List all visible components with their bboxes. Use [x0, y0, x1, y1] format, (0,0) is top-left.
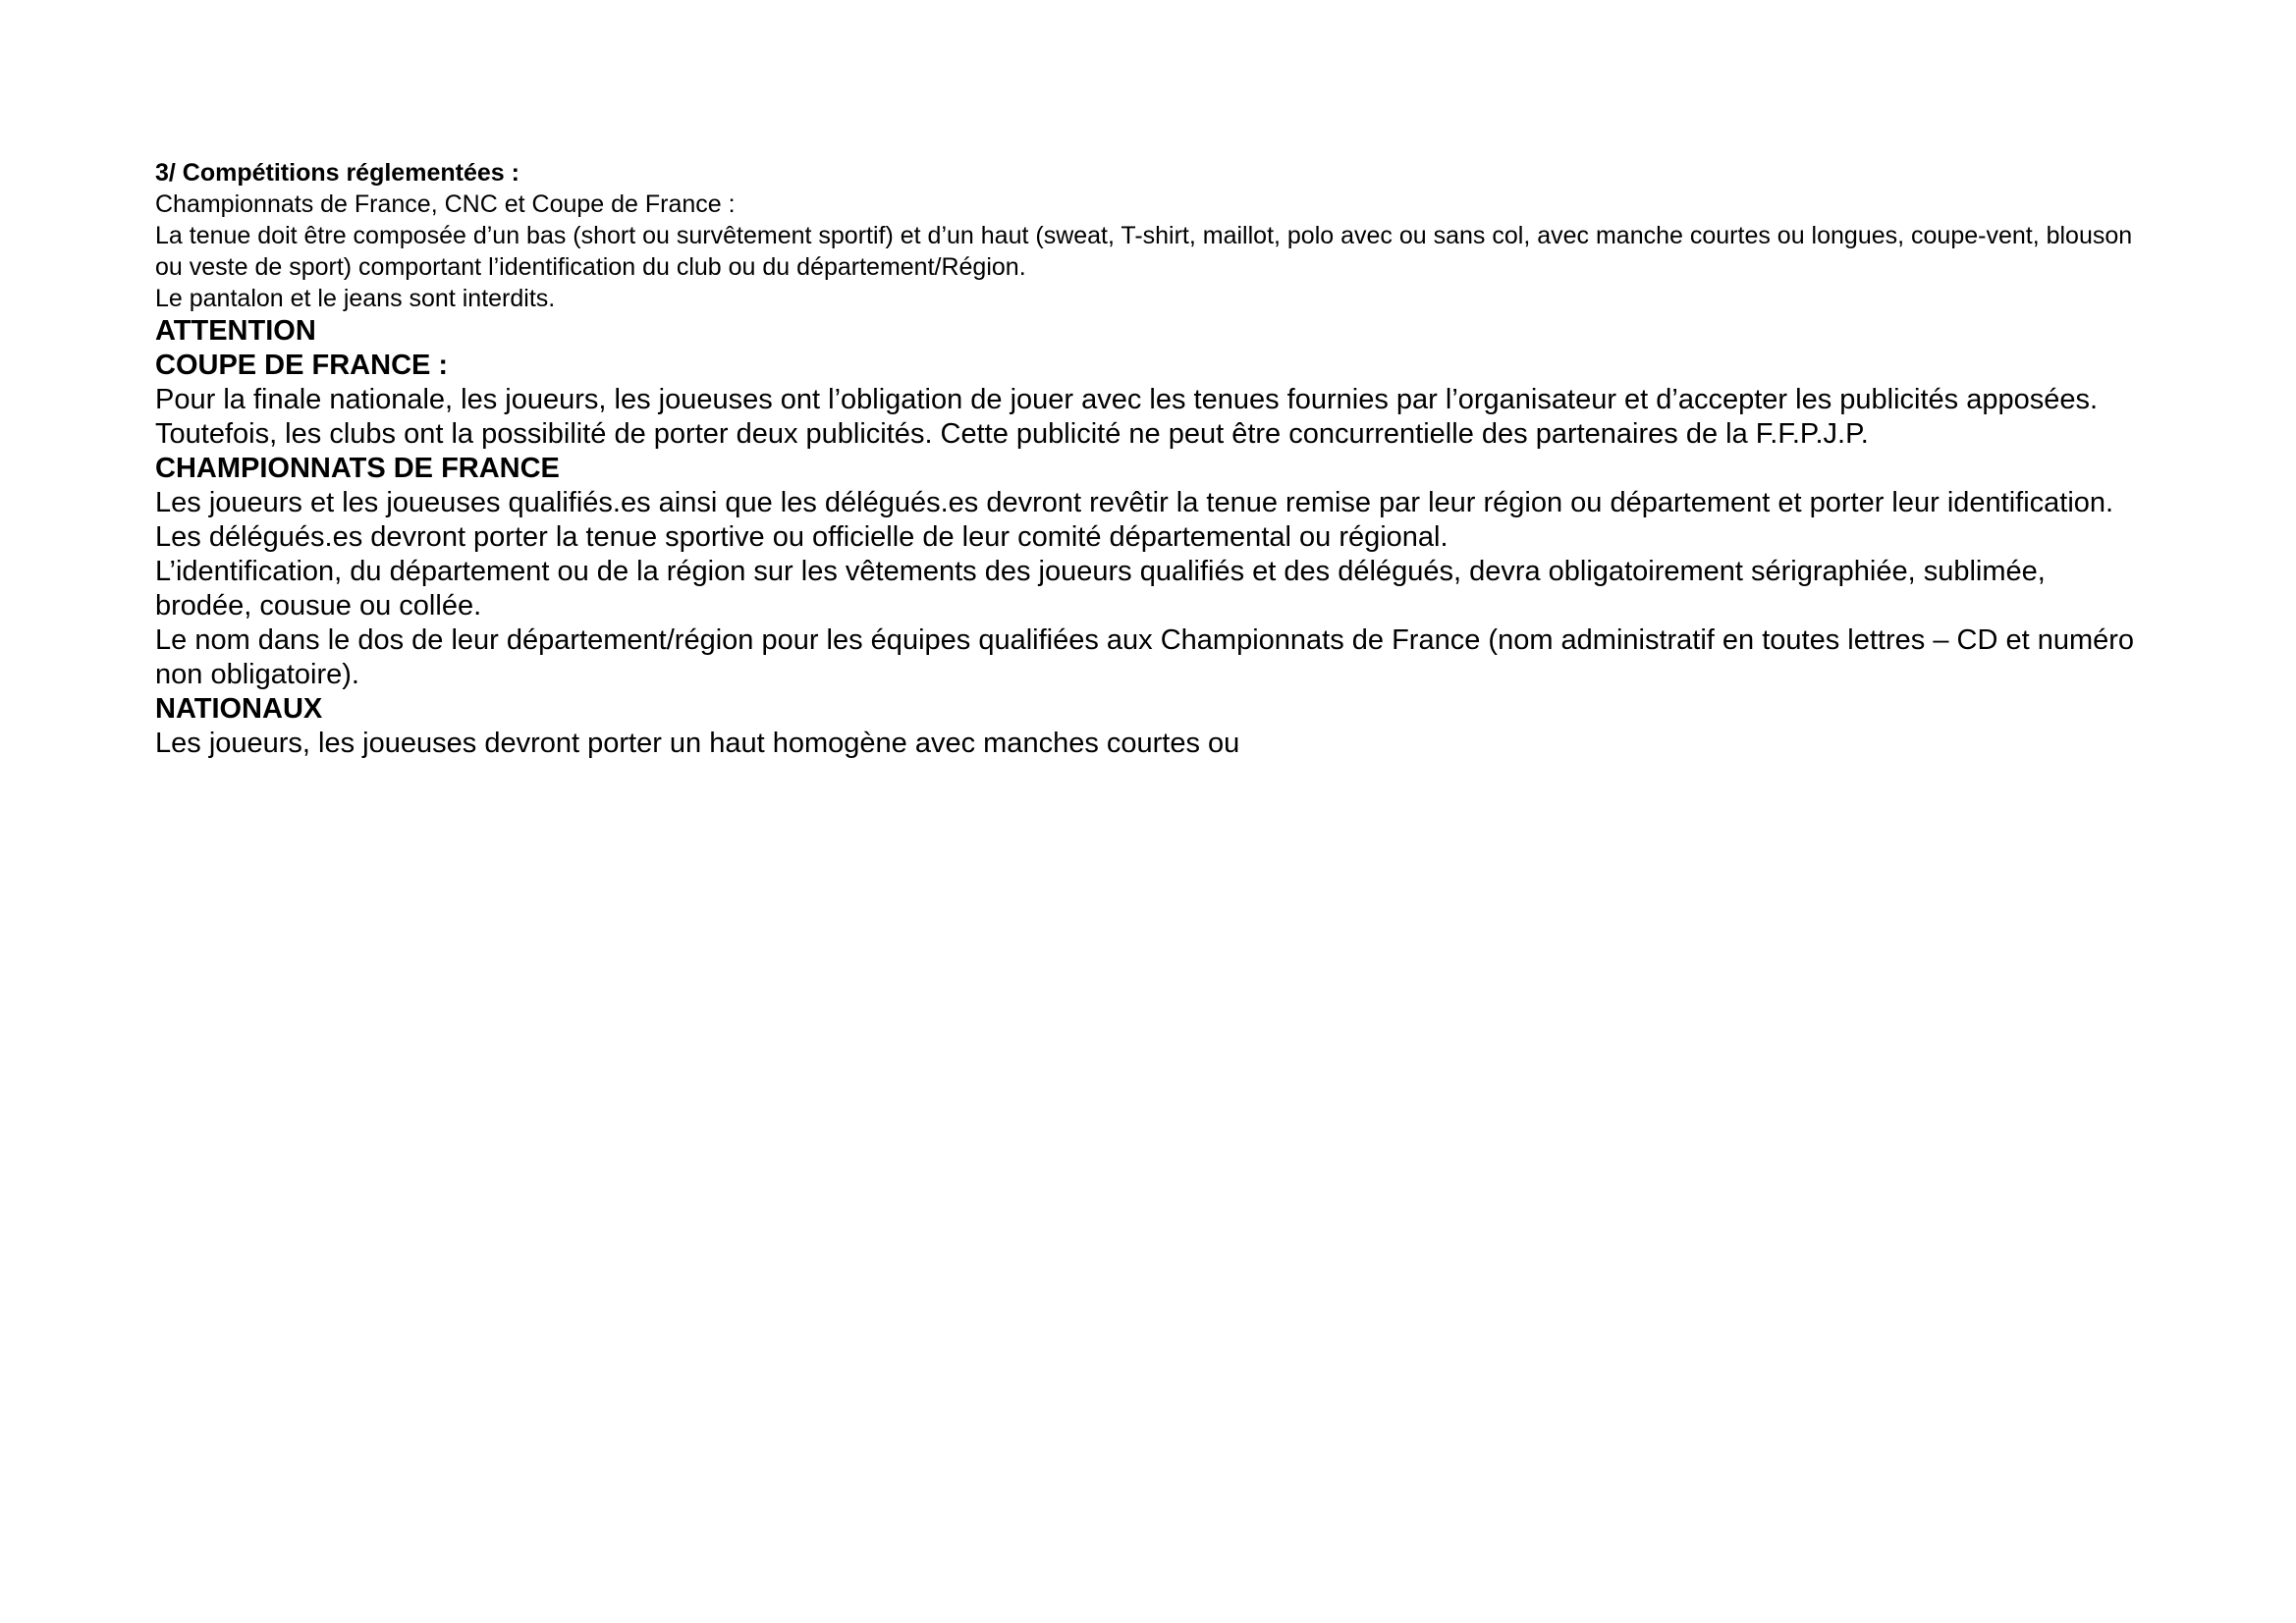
- document-page: [155, 157, 2149, 761]
- intro-note: Le pantalon et le jeans sont interdits.: [155, 285, 556, 312]
- coupe-heading: COUPE DE FRANCE :: [155, 350, 449, 381]
- nationaux-heading: NATIONAUX: [155, 693, 323, 725]
- nationaux-text: Les joueurs, les joueuses devront porter un haut homogène avec manches courtes ou: [155, 728, 1240, 759]
- intro-text: La tenue doit être composée d’un bas (short ou survêtement sportif) et d’un haut (sweat, T-shirt, maillot, polo avec ou sans col, avec manche courtes ou longues, coupe-vent, blouson ou veste de sport) comportant l’identification du club ou du département/Région.: [155, 222, 2133, 281]
- championnats-text-2: L’identification, du département ou de la région sur les vêtements des joueurs qualifiés et des délégués, devra obligatoirement sérigraphiée, sublimée, brodée, cousue ou collée.: [155, 556, 2046, 622]
- championnats-text-1: Les joueurs et les joueuses qualifiés.es ainsi que les délégués.es devront revêtir la tenue remise par leur région ou département et porter leur identification. Les délégués.es devront porter la tenue sportive ou officielle de leur comité départemental ou régional.: [155, 487, 2114, 553]
- championnats-heading: CHAMPIONNATS DE FRANCE: [155, 453, 560, 484]
- attention-label: ATTENTION: [155, 315, 316, 347]
- intro-heading: Championnats de France, CNC et Coupe de France :: [155, 190, 736, 218]
- section-title: 3/ Compétitions réglementées :: [155, 159, 519, 187]
- coupe-text: Pour la finale nationale, les joueurs, les joueuses ont l’obligation de jouer avec les tenues fournies par l’organisateur et d’accepter les publicités apposées. Toutefois, les clubs ont la possibilité de porter deux publicités. Cette publicité ne peut être concurrentielle des partenaires de la F.F.P.J.P.: [155, 384, 2099, 450]
- championnats-text-3: Le nom dans le dos de leur département/région pour les équipes qualifiées aux Championnats de France (nom administratif en toutes lettres – CD et numéro non obligatoire).: [155, 624, 2135, 690]
